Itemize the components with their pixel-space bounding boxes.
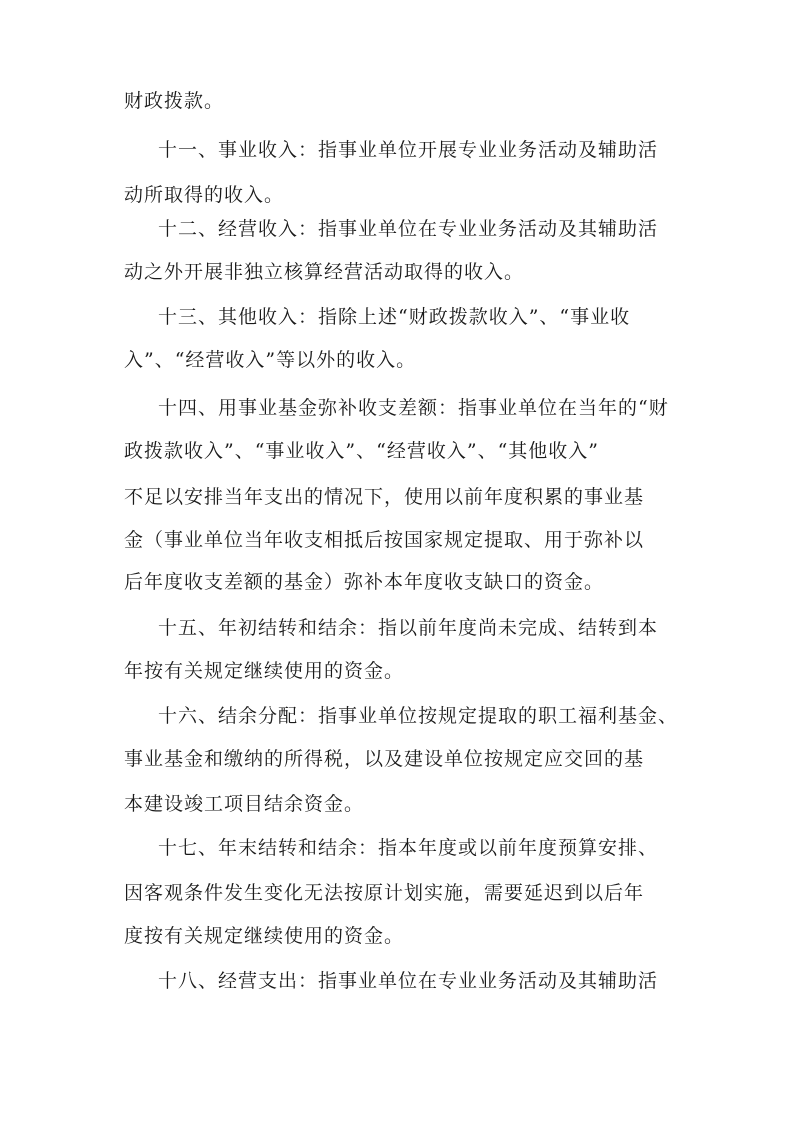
- text-line: 度按有关规定继续使用的资金。: [124, 925, 405, 947]
- text-line: 十六、结余分配：指事业单位按规定提取的职工福利基金、: [158, 705, 679, 727]
- text-line: 动之外开展非独立核算经营活动取得的收入。: [124, 261, 525, 283]
- text-line: 入”、“经营收入”等以外的收入。: [124, 349, 417, 371]
- text-line: 财政拨款。: [124, 90, 225, 112]
- text-line: 十五、年初结转和结余：指以前年度尚未完成、结转到本: [158, 617, 659, 639]
- text-line: 因客观条件发生变化无法按原计划实施，需要延迟到以后年: [124, 882, 645, 904]
- text-line: 年按有关规定继续使用的资金。: [124, 660, 405, 682]
- text-line: 十八、经营支出：指事业单位在专业业务活动及其辅助活: [158, 970, 659, 992]
- text-line: 政拨款收入”、“事业收入”、“经营收入”、“其他收入”: [124, 440, 599, 462]
- text-line: 十七、年末结转和结余：指本年度或以前年度预算安排、: [158, 837, 659, 859]
- text-line: 不足以安排当年支出的情况下，使用以前年度积累的事业基: [124, 486, 645, 508]
- text-line: 后年度收支差额的基金）弥补本年度收支缺口的资金。: [124, 571, 605, 593]
- text-line: 十一、事业收入：指事业单位开展专业业务活动及辅助活: [158, 139, 659, 161]
- text-line: 十四、用事业基金弥补收支差额：指事业单位在当年的“财: [158, 397, 669, 419]
- text-line: 十二、经营收入：指事业单位在专业业务活动及其辅助活: [158, 218, 659, 240]
- text-line: 本建设竣工项目结余资金。: [124, 793, 365, 815]
- text-line: 动所取得的收入。: [124, 184, 285, 206]
- text-line: 十三、其他收入：指除上述“财政拨款收入”、“事业收: [158, 306, 631, 328]
- text-line: 事业基金和缴纳的所得税，以及建设单位按规定应交回的基: [124, 748, 645, 770]
- text-line: 金（事业单位当年收支相抵后按国家规定提取、用于弥补以: [124, 529, 645, 551]
